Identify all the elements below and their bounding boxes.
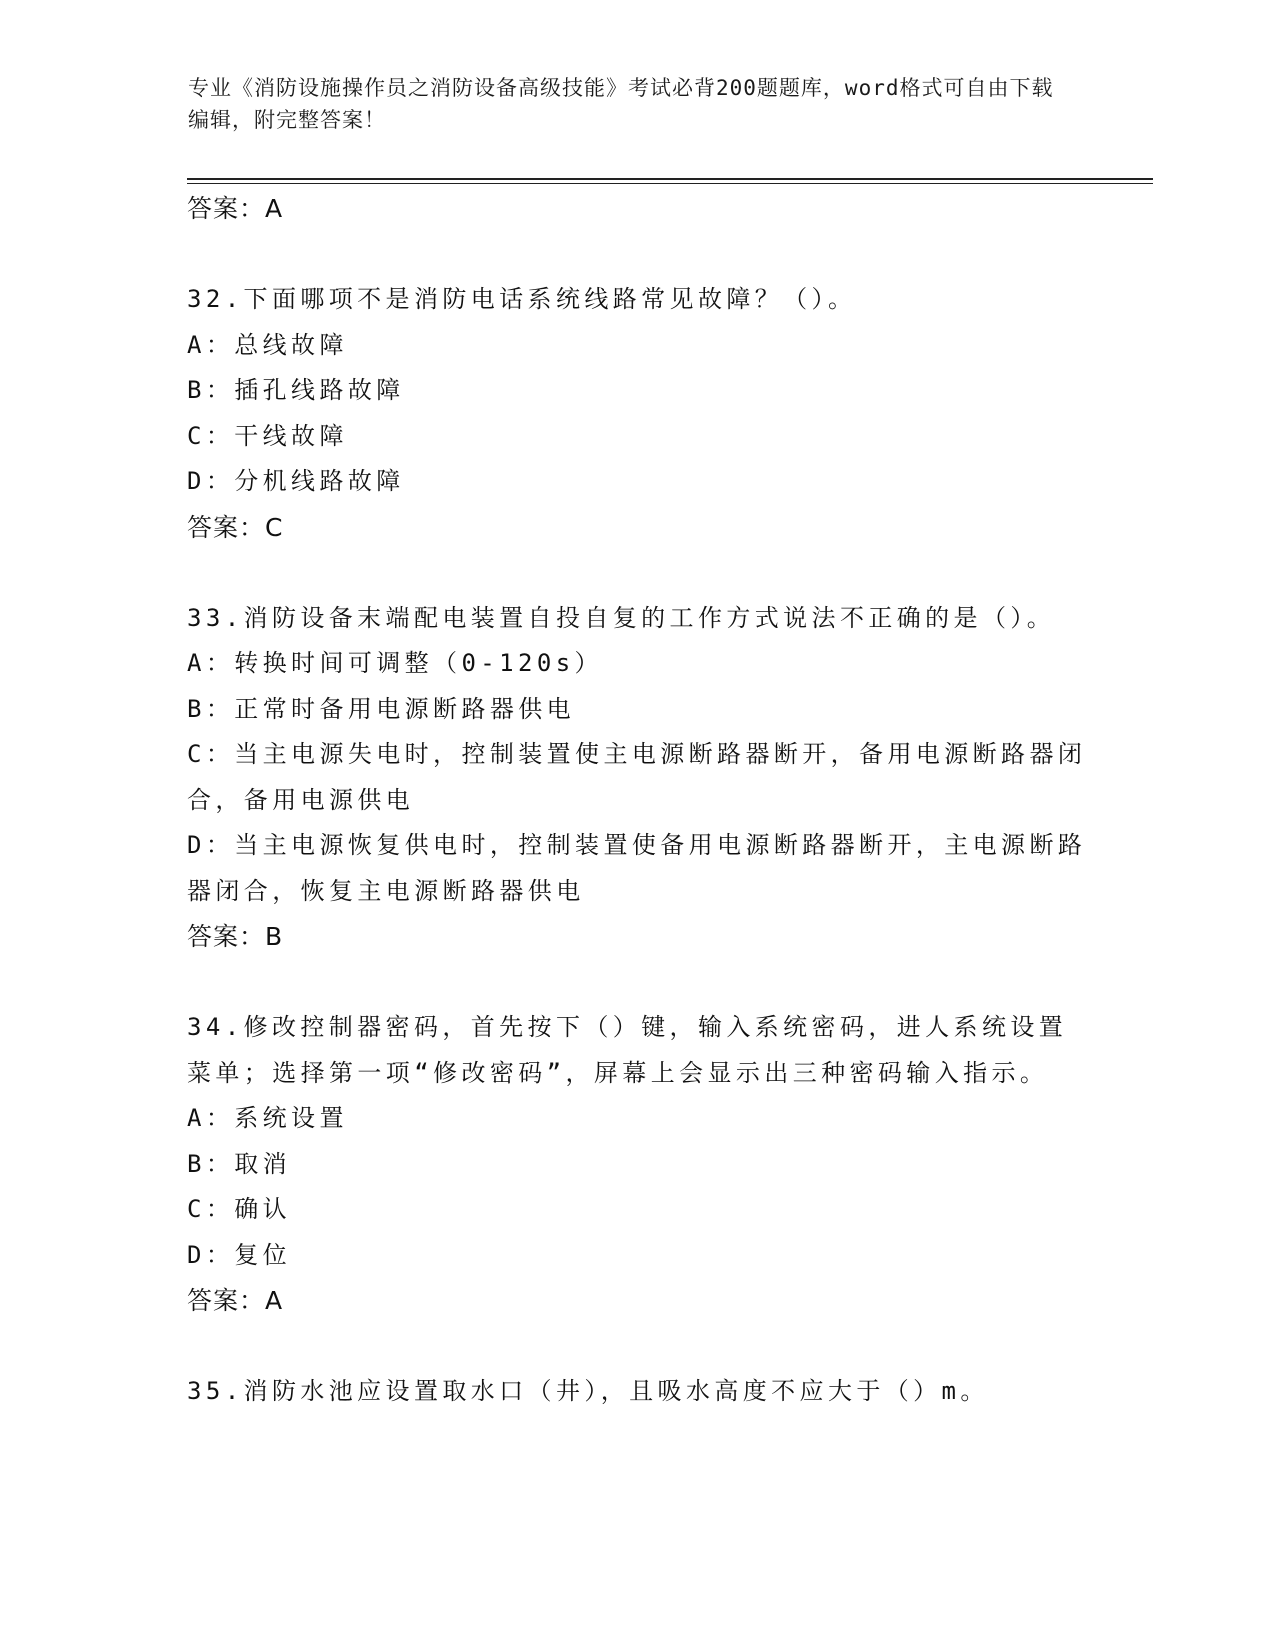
option-32-b: B：插孔线路故障	[187, 376, 405, 404]
question-33: 33.消防设备末端配电装置自投自复的工作方式说法不正确的是（）。	[187, 603, 1056, 632]
option-34-a: A：系统设置	[187, 1104, 348, 1132]
option-33-d: D：当主电源恢复供电时，控制装置使备用电源断路器断开，主电源断路器闭合，恢复主电源断路器供电	[187, 831, 1087, 905]
question-list	[187, 186, 1087, 1415]
option-32-d: D：分机线路故障	[187, 467, 405, 495]
header-divider-thin	[187, 183, 1153, 184]
spacer	[187, 1324, 1087, 1370]
document-header: 专业《消防设施操作员之消防设备高级技能》考试必背200题题库，word格式可自由下载编辑，附完整答案！	[188, 76, 1054, 132]
option-32-c: C：干线故障	[187, 421, 348, 450]
spacer	[187, 232, 1087, 278]
option-34-b: B：取消	[187, 1149, 292, 1178]
option-33-c: C：当主电源失电时，控制装置使主电源断路器断开，备用电源断路器闭合，备用电源供电	[187, 740, 1087, 814]
question-35: 35.消防水池应设置取水口（井），且吸水高度不应大于（）m。	[187, 1377, 989, 1405]
spacer	[187, 550, 1087, 596]
answer-31: 答案：A	[187, 194, 284, 223]
option-34-c: C：确认	[187, 1195, 292, 1223]
question-32: 32.下面哪项不是消防电话系统线路常见故障？（）。	[187, 285, 857, 313]
option-34-d: D：复位	[187, 1240, 292, 1269]
answer-33: 答案：B	[187, 922, 284, 951]
option-33-a: A：转换时间可调整（0-120s）	[187, 649, 603, 677]
option-33-b: B：正常时备用电源断路器供电	[187, 694, 576, 723]
question-34: 34.修改控制器密码，首先按下（）键，输入系统密码，进人系统设置菜单；选择第一项“修改密码”，屏幕上会显示出三种密码输入指示。	[187, 1013, 1068, 1087]
answer-34: 答案：A	[187, 1286, 284, 1315]
header-divider	[187, 178, 1153, 180]
option-32-a: A：总线故障	[187, 330, 348, 359]
answer-32: 答案：C	[187, 512, 284, 542]
spacer	[187, 960, 1087, 1006]
